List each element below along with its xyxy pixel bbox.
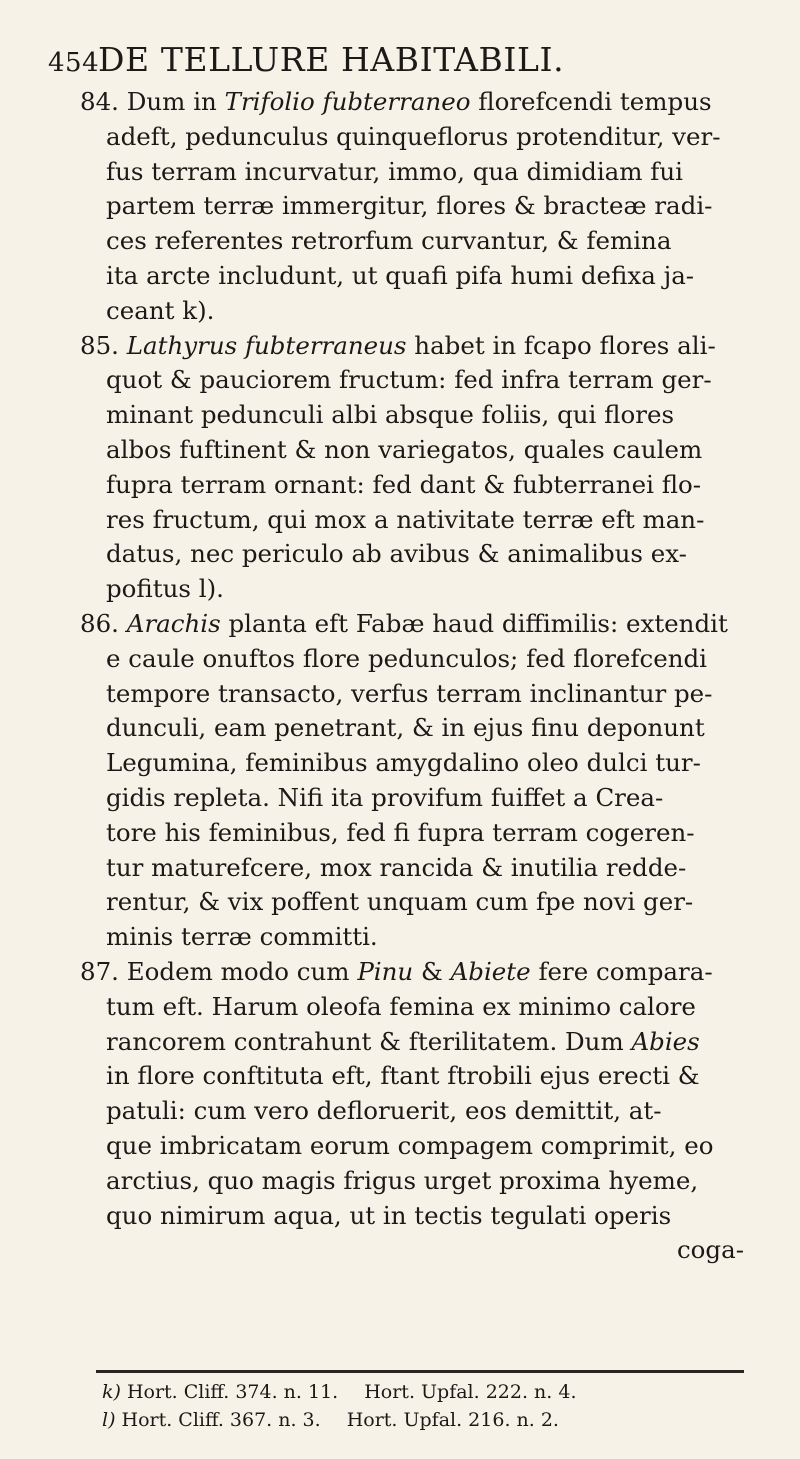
text-line [80, 746, 744, 781]
text-line [80, 885, 744, 920]
text-line [80, 433, 744, 468]
paragraph-87 [80, 955, 744, 1233]
text-run: ces referentes retrorfum curvantur, & femina [106, 226, 672, 256]
text-run: quo nimirum aqua, ut in tectis tegulati operis [106, 1200, 672, 1230]
text-run: fupra terram ornant: fed dant & fubterranei flo- [106, 469, 702, 499]
text-run: adeft, pedunculus quinqueflorus protenditur, ver- [106, 121, 721, 151]
text-run: gidis repleta. Nifi ita provifum fuiffet a Crea- [106, 782, 664, 812]
footnote-reference: Hort. Cliff. 367. n. 3. [121, 1409, 321, 1431]
text-run: dunculi, eam penetrant, & in ejus finu deponunt [106, 713, 705, 743]
footnote-mark: l) [102, 1409, 116, 1431]
footnote-reference: Hort. Cliff. 374. n. 11. [126, 1381, 339, 1403]
text-line [80, 572, 744, 607]
text-line [80, 1164, 744, 1199]
text-line [80, 1059, 744, 1094]
catchword: coga- [676, 1235, 744, 1265]
page-number: 454 [48, 48, 100, 78]
italic-term: Lathyrus fubterraneus [126, 330, 407, 360]
text-line [80, 224, 744, 259]
italic-term: Pinu [357, 956, 414, 986]
text-run: albos fuftinent & non variegatos, quales caulem [106, 434, 703, 464]
text-line [80, 1094, 744, 1129]
footnote-divider [96, 1370, 744, 1373]
text-run: tore his feminibus, fed fi fupra terram cogeren- [106, 817, 695, 847]
footnote [102, 1378, 742, 1406]
text-run: 86. [80, 608, 127, 638]
text-line [80, 1199, 744, 1234]
text-run: datus, nec periculo ab avibus & animalibus ex- [106, 539, 687, 569]
text-line [80, 398, 744, 433]
paragraph-86 [80, 607, 744, 955]
text-run: in flore conftituta eft, ftant ftrobili ejus erecti & [106, 1061, 700, 1091]
text-line [80, 607, 744, 642]
text-run: quot & pauciorem fructum: fed infra terram ger- [106, 365, 712, 395]
text-line [80, 851, 744, 886]
text-line [80, 329, 744, 364]
text-line [80, 1025, 744, 1060]
text-run: fus terram incurvatur, immo, qua dimidiam fui [106, 156, 683, 186]
page-header [48, 40, 748, 90]
footnotes [102, 1378, 742, 1434]
paragraph-84 [80, 85, 744, 329]
text-line [80, 677, 744, 712]
italic-term: Trifolio fubterraneo [224, 87, 471, 116]
text-run: ita arcte includunt, ut quafi pifa humi defixa ja- [106, 260, 695, 290]
text-run: e caule onuftos flore pedunculos; fed florefcendi [106, 643, 707, 673]
text-run: tur maturefcere, mox rancida & inutilia redde- [106, 852, 687, 882]
text-line [80, 781, 744, 816]
text-run: fere compara- [530, 956, 713, 986]
text-run: & [413, 956, 451, 986]
text-line [80, 294, 744, 329]
footnote-reference: Hort. Upfal. 216. n. 2. [346, 1409, 559, 1431]
text-run: minant pedunculi albi absque foliis, qui flores [106, 400, 675, 430]
text-run: 84. Dum in [80, 87, 225, 116]
text-run: minis terræ committi. [106, 922, 378, 952]
text-run: 87. Eodem modo cum [80, 956, 358, 986]
text-line [80, 920, 744, 955]
text-line [80, 816, 744, 851]
text-line [80, 955, 744, 990]
footnote-reference: Hort. Upfal. 222. n. 4. [364, 1381, 577, 1403]
text-run: arctius, quo magis frigus urget proxima hyeme, [106, 1165, 699, 1195]
text-line [80, 642, 744, 677]
text-run: habet in fcapo flores ali- [406, 330, 716, 360]
text-run: Legumina, feminibus amygdalino oleo dulci tur- [106, 748, 701, 778]
text-line [80, 537, 744, 572]
text-run: tempore transacto, verfus terram inclinantur pe- [106, 678, 713, 708]
text-run: ceant k). [106, 295, 215, 325]
footnote-mark: k) [102, 1381, 121, 1403]
text-run: tum eft. Harum oleofa femina ex minimo calore [106, 991, 696, 1021]
italic-term: Arachis [126, 608, 221, 638]
italic-term: Abies [631, 1026, 700, 1056]
text-line [80, 259, 744, 294]
text-run: res fructum, qui mox a nativitate terræ eft man- [106, 504, 705, 534]
text-line [80, 363, 744, 398]
text-run: que imbricatam eorum compagem comprimit, eo [106, 1130, 714, 1160]
text-line [80, 155, 744, 190]
text-line [80, 85, 744, 120]
text-run: pofitus l). [106, 574, 224, 604]
text-line [80, 468, 744, 503]
text-run: patuli: cum vero defloruerit, eos demittit, at- [106, 1096, 662, 1126]
text-line [80, 711, 744, 746]
text-line [80, 120, 744, 155]
text-line [80, 503, 744, 538]
footnote [102, 1406, 742, 1434]
text-line [80, 189, 744, 224]
text-run: partem terræ immergitur, flores & bracteæ radi- [106, 191, 713, 221]
text-line [80, 990, 744, 1025]
running-title: DE TELLURE HABITABILI. [98, 40, 565, 79]
text-run: 85. [80, 330, 127, 360]
paragraph-85 [80, 329, 744, 607]
body-text [80, 85, 744, 1268]
text-line [80, 1129, 744, 1164]
text-run: rancorem contrahunt & fterilitatem. Dum [106, 1026, 632, 1056]
italic-term: Abiete [450, 956, 531, 986]
text-run: planta eft Fabæ haud diffimilis: extendit [220, 608, 728, 638]
text-run: florefcendi tempus [470, 87, 712, 116]
text-run: rentur, & vix poffent unquam cum fpe novi ger- [106, 887, 694, 917]
